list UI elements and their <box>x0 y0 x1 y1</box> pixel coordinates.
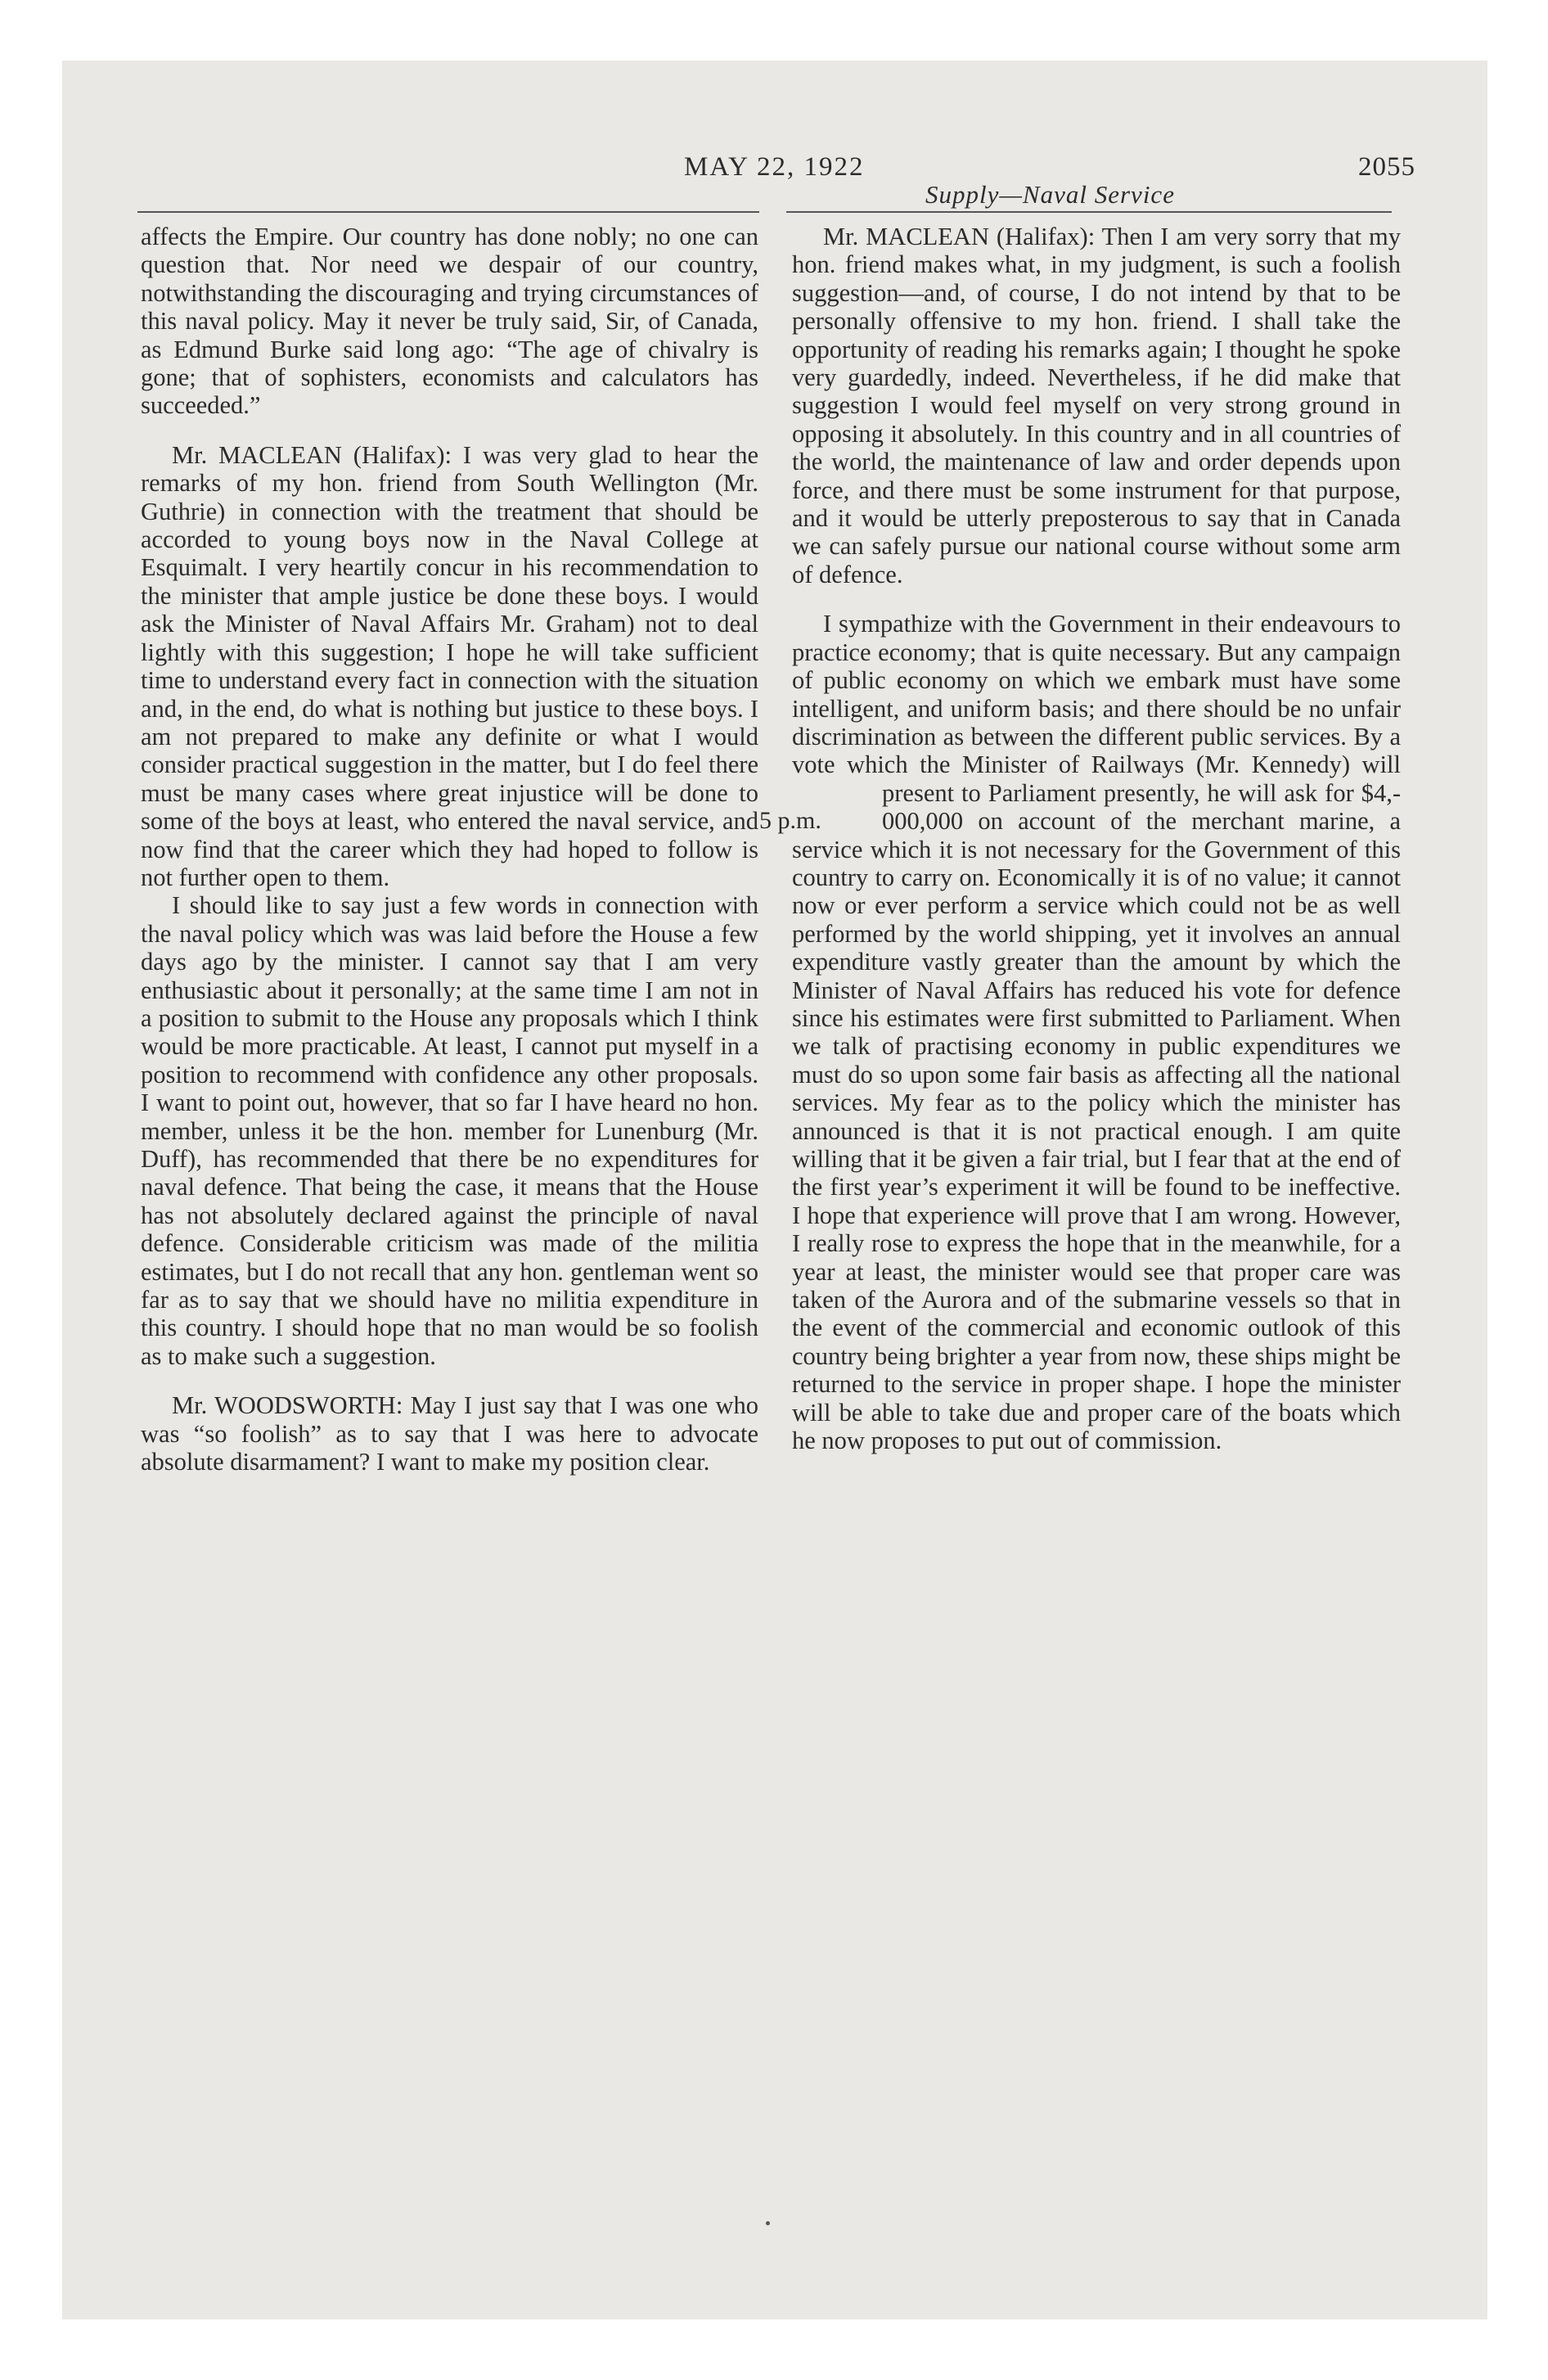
header-rule-right <box>786 211 1392 213</box>
paragraph: affects the Empire. Our country has done nobly; no one can question that. Nor need we despair of our country, notwithstanding the discouraging and trying circumstances of this naval policy. May it never be truly said, Sir, of Canada, as Edmund Burke said long ago: “The age of chivalry is gone; that of sophisters, economists and calculators has succeeded.” <box>141 223 758 420</box>
header-subject: Supply—Naval Service <box>925 180 1175 209</box>
header-rule-left <box>137 211 759 213</box>
scanned-page <box>62 61 1487 2319</box>
paragraph: I should like to say just a few words in connection with the naval policy which was was laid before the House a few days ago by the minister. I cannot say that I am very enthusiastic about it personally; at the same time I am not in a position to submit to the House any proposals which I think would be more practicable. At least, I cannot put myself in a position to recommend with confidence any other proposals. I want to point out, however, that so far I have heard no hon. member, unless it be the hon. member for Lunenburg (Mr. Duff), has recommended that there be no expenditures for naval defence. That being the case, it means that the House has not absolutely declared against the principle of naval defence. Considerable criticism was made of the militia estimates, but I do not recall that any hon. gentleman went so far as to say that we should have no militia expenditure in this country. I should hope that no man would be so foolish as to make such a suggestion. <box>141 891 758 1370</box>
right-column <box>759 223 1401 1455</box>
paragraph <box>759 610 1401 1455</box>
paragraph: Mr. WOODSWORTH: May I just say that I was one who was “so foolish” as to say that I was here to advocate absolute disarmament? I want to make my position clear. <box>141 1391 758 1476</box>
page-content <box>62 61 1487 2319</box>
ink-dot <box>766 2221 770 2225</box>
header-date: MAY 22, 1922 <box>684 152 865 182</box>
paragraph-text: 000,000 on account of the merchant marine, a service which it is not necessary for the Government of this country to carry on. Economically it is of no value; it cannot now or ever perform a service which could not be as well performed by the world shipping, yet it involves an annual expenditure vastly greater than the amount by which the Minister of Naval Affairs has reduced his vote for defence since his estimates were first submitted to Parliament. When we talk of practising economy in public expenditures we must do so upon some fair basis as affecting all the national services. My fear as to the policy which the minister has announced is that it is not practical enough. I am quite willing that it be given a fair trial, but I fear that at the end of the first year’s experiment it will be found to be ineffective. I hope that experience will prove that I am wrong. However, I really rose to express the hope that in the meanwhile, for a year at least, the minister would see that proper care was taken of the Aurora and of the submarine vessels so that in the event of the commercial and economic outlook of this country being brighter a year from now, these ships might be returned to the service in proper shape. I hope the minister will be able to take due and proper care of the boats which he now proposes to put out of commission. <box>792 807 1401 1455</box>
paragraph-text: I sympathize with the Government in their endeavours to practice economy; that is quite necessary. But any campaign of public economy on which we embark must have some intelligent, and uniform basis; and there should be no unfair discrimination as between the different public services. By a vote which the Minister of Railways (Mr. Kennedy) will present to Parliament presently, he will ask for $4,- <box>792 610 1401 807</box>
paragraph: Mr. MACLEAN (Halifax): Then I am very sorry that my hon. friend makes what, in my judgment, is such a foolish suggestion—and, of course, I do not intend by that to be personally offensive to my hon. friend. I shall take the opportunity of reading his remarks again; I thought he spoke very guardedly, indeed. Nevertheless, if he did make that suggestion I would feel myself on very strong ground in opposing it absolutely. In this country and in all countries of the world, the maintenance of law and order depends upon force, and there must be some instrument for that purpose, and it would be utterly preposterous to say that in Canada we can safely pursue our national course without some arm of defence. <box>792 223 1401 588</box>
page-number: 2055 <box>1358 152 1415 182</box>
left-column <box>141 223 758 1476</box>
paragraph: Mr. MACLEAN (Halifax): I was very glad to hear the remarks of my hon. friend from South Wellington (Mr. Guthrie) in connection with the treatment that should be accorded to young boys now in the Naval College at Esquimalt. I very heartily concur in his recommendation to the minister that ample justice be done these boys. I would ask the Minister of Naval Affairs Mr. Graham) not to deal lightly with this suggestion; I hope he will take sufficient time to understand every fact in connection with the situation and, in the end, do what is nothing but justice to these boys. I am not prepared to make any definite or what I would consider practical suggestion in the matter, but I do feel there must be many cases where great injustice will be done to some of the boys at least, who entered the naval service, and now find that the career which they had hoped to follow is not further open to them. <box>141 440 758 891</box>
margin-time-note: 5 p.m. <box>759 806 821 834</box>
